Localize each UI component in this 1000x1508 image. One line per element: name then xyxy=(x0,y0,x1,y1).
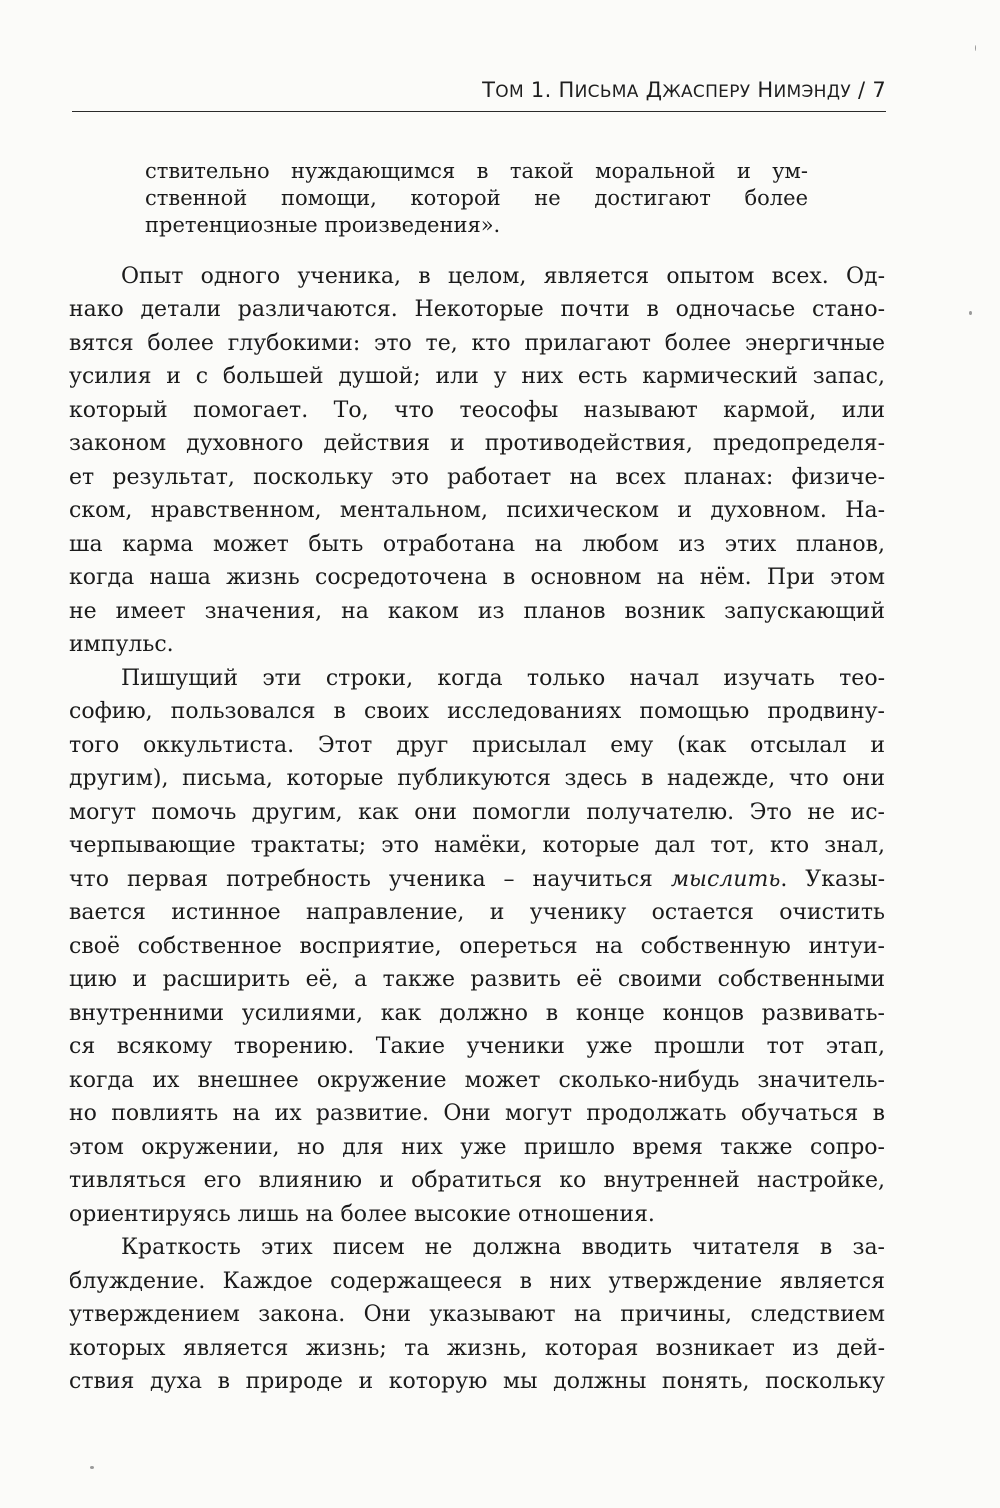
header-rule xyxy=(72,111,886,112)
text-line: нако детали различаются. Некоторые почти в одночасье стано- xyxy=(69,297,885,322)
header-volume-number: 1. xyxy=(523,78,559,102)
text-line: черпывающие трактаты; это намёки, которые дал тот, кто знал, xyxy=(69,833,885,858)
emphasis-word: мыслить xyxy=(670,867,781,892)
text-line: которых является жизнь; та жизнь, которая возникает из дей- xyxy=(69,1336,885,1361)
text-line: того оккультиста. Этот друг присылал ему (как отсылал и xyxy=(69,733,885,758)
text-line: блуждение. Каждое содержащееся в них утверждение является xyxy=(69,1269,885,1294)
paper-speck xyxy=(90,1466,94,1469)
paper-speck xyxy=(969,311,972,315)
text-line: который помогает. То, что теософы называют кармой, или xyxy=(69,398,885,423)
header-p: П xyxy=(558,78,575,102)
text-line: этом окружении, но для них уже пришло время также сопро- xyxy=(69,1135,885,1160)
text-line: ся всякому творению. Такие ученики уже прошли тот этап, xyxy=(69,1034,885,1059)
text-line: утверждением закона. Они указывают на причины, следствием xyxy=(69,1302,885,1327)
header-p-smallcaps: ИСЬМА xyxy=(574,82,639,102)
text-line: ском, нравственном, ментальном, психическом и духовном. На- xyxy=(69,498,885,523)
text-line: законом духовного действия и противодействия, предопределя- xyxy=(69,431,885,456)
header-d-smallcaps: ЖАСПЕРУ xyxy=(662,82,751,102)
text-line: другим), письма, которые публикуются здесь в надежде, что они xyxy=(69,766,885,791)
text-line: Пишущий эти строки, когда только начал изучать тео- xyxy=(121,666,885,691)
text-line: когда их внешнее окружение может сколько-нибудь значитель- xyxy=(69,1068,885,1093)
text-line: когда наша жизнь сосредоточена в основном на нём. При этом xyxy=(69,565,885,590)
text-line: вятся более глубокими: это те, кто прилагают более энергичные xyxy=(69,331,885,356)
header-n-smallcaps: ИМЭНДУ xyxy=(773,82,851,102)
quote-line: ствительно нуждающимся в такой моральной и ум- xyxy=(145,159,808,183)
text-line-with-emphasis xyxy=(69,865,885,895)
header-tom-smallcaps: ОМ xyxy=(495,82,524,102)
text-line: усилия и с большей душой; или у них есть кармический запас, xyxy=(69,364,885,389)
text-line: импульс. xyxy=(69,632,174,657)
page-number: / 7 xyxy=(851,78,886,102)
text-line: могут помочь другим, как они помогли получателю. Это не ис- xyxy=(69,800,885,825)
header-tom: Т xyxy=(482,78,496,102)
text-line: но повлиять на их развитие. Они могут продолжать обучаться в xyxy=(69,1101,885,1126)
header-space xyxy=(639,78,646,102)
paper-speck xyxy=(975,45,976,51)
text-line: цию и расширить её, а также развить её своими собственными xyxy=(69,967,885,992)
quote-line: претенциозные произведения». xyxy=(145,213,501,237)
header-d: Д xyxy=(645,78,663,102)
text-line: Краткость этих писем не должна вводить читателя в за- xyxy=(121,1235,885,1260)
text-line: ориентируясь лишь на более высокие отношения. xyxy=(69,1202,655,1227)
quote-line: ственной помощи, которой не достигают более xyxy=(145,186,808,210)
text-segment: . Указы- xyxy=(780,867,885,892)
text-line: Опыт одного ученика, в целом, является опытом всех. Од- xyxy=(121,264,885,289)
text-line: ет результат, поскольку это работает на всех планах: физиче- xyxy=(69,465,885,490)
text-line: ствия духа в природе и которую мы должны понять, поскольку xyxy=(69,1369,885,1394)
text-segment: что первая потребность ученика – научиться xyxy=(69,867,671,892)
text-line: внутренними усилиями, как должно в конце концов развивать- xyxy=(69,1001,885,1026)
text-line: тивляться его влиянию и обратиться ко внутренней настройке, xyxy=(69,1168,885,1193)
header-n: Н xyxy=(757,78,774,102)
text-line: софию, пользовался в своих исследованиях помощью продвину- xyxy=(69,699,885,724)
text-line: вается истинное направление, и ученику остается очистить xyxy=(69,900,885,925)
running-head xyxy=(72,80,886,101)
text-line: своё собственное восприятие, опереться на собственную интуи- xyxy=(69,934,885,959)
text-line: не имеет значения, на каком из планов возник запускающий xyxy=(69,599,885,624)
text-line: ша карма может быть отработана на любом из этих планов, xyxy=(69,532,885,557)
